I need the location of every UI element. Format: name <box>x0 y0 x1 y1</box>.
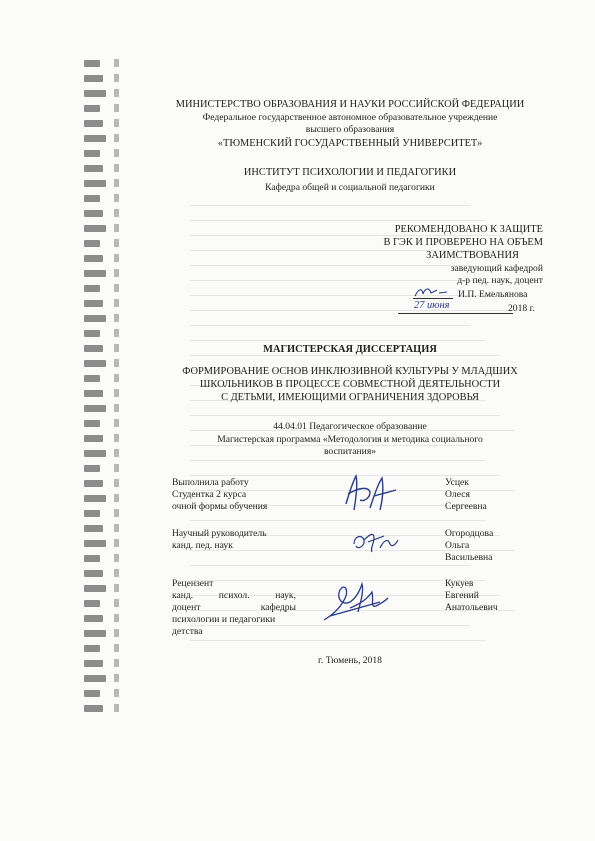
reviewer-role-1: Рецензент <box>172 578 214 589</box>
date-line <box>398 313 513 314</box>
binding-tick <box>84 330 100 337</box>
city-year: г. Тюмень, 2018 <box>318 655 382 666</box>
reviewer-degree-1: канд. <box>172 590 194 601</box>
binding-hole <box>114 104 119 112</box>
supervisor-name-2: Ольга <box>445 540 470 551</box>
bleed-line <box>190 415 500 416</box>
department-name: Кафедра общей и социальной педагогики <box>265 182 435 193</box>
binding-tick <box>84 240 100 247</box>
supervisor-signature <box>350 526 400 556</box>
bleed-line <box>190 565 470 566</box>
binding-hole <box>114 89 119 97</box>
binding-tick <box>84 540 106 547</box>
approval-line-1: РЕКОМЕНДОВАНО К ЗАЩИТЕ <box>394 224 543 235</box>
binding-tick <box>84 345 103 352</box>
approval-head-title: заведующий кафедрой <box>450 263 543 274</box>
approval-year: 2018 г. <box>508 303 535 314</box>
binding-tick <box>84 150 100 157</box>
thesis-title-line-2: ШКОЛЬНИКОВ В ПРОЦЕССЕ СОВМЕСТНОЙ ДЕЯТЕЛЬНОСТИ <box>199 379 501 390</box>
binding-tick <box>84 300 103 307</box>
binding-tick <box>84 225 106 232</box>
binding-hole <box>114 389 119 397</box>
thesis-title-line-1: ФОРМИРОВАНИЕ ОСНОВ ИНКЛЮЗИВНОЙ КУЛЬТУРЫ У МЛАДШИХ <box>182 366 518 377</box>
binding-hole <box>114 419 119 427</box>
bleed-line <box>190 295 500 296</box>
reviewer-signature <box>320 576 390 626</box>
fgaou-line-2: высшего образования <box>305 124 395 135</box>
reviewer-position <box>172 602 296 614</box>
binding-tick <box>84 705 103 712</box>
supervisor-role-1: Научный руководитель <box>172 528 267 539</box>
bleed-line <box>190 520 485 521</box>
binding-tick <box>84 525 103 532</box>
spiral-binding <box>84 60 124 720</box>
binding-hole <box>114 554 119 562</box>
ministry-line: МИНИСТЕРСТВО ОБРАЗОВАНИЯ И НАУКИ РОССИЙСКОЙ ФЕДЕРАЦИИ <box>175 99 525 110</box>
binding-tick <box>84 570 103 577</box>
student-name-2: Олеся <box>445 489 470 500</box>
bleed-line <box>190 640 485 641</box>
approval-line-2: В ГЭК И ПРОВЕРЕНО НА ОБЪЕМ <box>383 237 543 248</box>
approval-head-degree: д-р пед. наук, доцент <box>457 275 543 286</box>
binding-hole <box>114 299 119 307</box>
binding-hole <box>114 239 119 247</box>
handwritten-date: 27 июня <box>414 300 450 311</box>
binding-tick <box>84 645 100 652</box>
binding-tick <box>84 135 106 142</box>
student-signature <box>340 470 400 516</box>
binding-tick <box>84 510 100 517</box>
binding-hole <box>114 359 119 367</box>
binding-hole <box>114 224 119 232</box>
binding-hole <box>114 479 119 487</box>
binding-hole <box>114 119 119 127</box>
head-name: И.П. Емельянова <box>458 289 528 300</box>
supervisor-name-3: Васильевна <box>445 552 493 563</box>
binding-tick <box>84 210 103 217</box>
fgaou-line: Федеральное государственное автономное образовательное учреждение <box>202 112 498 123</box>
binding-tick <box>84 75 103 82</box>
binding-hole <box>114 374 119 382</box>
binding-tick <box>84 360 106 367</box>
binding-tick <box>84 390 103 397</box>
binding-tick <box>84 105 100 112</box>
binding-hole <box>114 674 119 682</box>
binding-tick <box>84 600 100 607</box>
student-role-3: очной формы обучения <box>172 501 268 512</box>
binding-hole <box>114 614 119 622</box>
supervisor-name-1: Огородцова <box>445 528 494 539</box>
reviewer-name-3: Анатольевич <box>445 602 498 613</box>
bleed-line <box>190 460 485 461</box>
binding-hole <box>114 209 119 217</box>
binding-hole <box>114 704 119 712</box>
binding-tick <box>84 555 100 562</box>
binding-tick <box>84 120 103 127</box>
binding-hole <box>114 179 119 187</box>
binding-tick <box>84 165 103 172</box>
binding-hole <box>114 269 119 277</box>
program-code: 44.04.01 Педагогическое образование <box>273 421 427 432</box>
binding-hole <box>114 404 119 412</box>
bleed-line <box>190 205 470 206</box>
binding-tick <box>84 690 100 697</box>
binding-tick <box>84 375 100 382</box>
binding-hole <box>114 449 119 457</box>
binding-tick <box>84 435 103 442</box>
bleed-line <box>190 310 515 311</box>
binding-hole <box>114 599 119 607</box>
binding-tick <box>84 675 106 682</box>
binding-hole <box>114 254 119 262</box>
reviewer-position-1: доцент <box>172 602 201 613</box>
student-role-2: Студентка 2 курса <box>172 489 247 500</box>
institute-name: ИНСТИТУТ ПСИХОЛОГИИ И ПЕДАГОГИКИ <box>243 167 457 178</box>
binding-hole <box>114 344 119 352</box>
binding-tick <box>84 270 106 277</box>
program-name-line-2: воспитания» <box>323 446 377 457</box>
supervisor-role-2: канд. пед. наук <box>172 540 233 551</box>
binding-hole <box>114 584 119 592</box>
binding-tick <box>84 615 103 622</box>
document-type: МАГИСТЕРСКАЯ ДИССЕРТАЦИЯ <box>263 344 437 355</box>
binding-tick <box>84 315 106 322</box>
binding-tick <box>84 630 106 637</box>
binding-tick <box>84 420 100 427</box>
binding-hole <box>114 134 119 142</box>
binding-hole <box>114 59 119 67</box>
reviewer-degree <box>172 590 296 602</box>
reviewer-name-1: Кукуев <box>445 578 474 589</box>
binding-hole <box>114 329 119 337</box>
reviewer-department: психологии и педагогики <box>172 614 276 625</box>
binding-hole <box>114 314 119 322</box>
reviewer-degree-3: наук, <box>275 590 296 601</box>
binding-tick <box>84 480 103 487</box>
student-role-1: Выполнила работу <box>172 477 249 488</box>
binding-hole <box>114 629 119 637</box>
binding-tick <box>84 195 100 202</box>
student-name-3: Сергеевна <box>445 501 487 512</box>
binding-hole <box>114 464 119 472</box>
binding-tick <box>84 585 106 592</box>
reviewer-position-2: кафедры <box>260 602 296 613</box>
binding-tick <box>84 90 106 97</box>
binding-hole <box>114 644 119 652</box>
reviewer-degree-2: психол. <box>218 590 250 601</box>
binding-hole <box>114 434 119 442</box>
binding-hole <box>114 509 119 517</box>
reviewer-department-2: детства <box>172 626 203 637</box>
bleed-line <box>190 220 485 221</box>
binding-hole <box>114 689 119 697</box>
binding-hole <box>114 74 119 82</box>
binding-hole <box>114 164 119 172</box>
binding-hole <box>114 194 119 202</box>
binding-hole <box>114 524 119 532</box>
binding-hole <box>114 149 119 157</box>
approval-line-3: ЗАИМСТВОВАНИЯ <box>426 250 519 261</box>
binding-tick <box>84 285 100 292</box>
bleed-line <box>190 325 470 326</box>
student-name-1: Усцек <box>445 477 469 488</box>
bleed-line <box>190 340 485 341</box>
binding-tick <box>84 495 106 502</box>
binding-tick <box>84 60 100 67</box>
binding-hole <box>114 659 119 667</box>
binding-tick <box>84 405 106 412</box>
binding-hole <box>114 284 119 292</box>
binding-tick <box>84 465 100 472</box>
thesis-title-line-3: С ДЕТЬМИ, ИМЕЮЩИМИ ОГРАНИЧЕНИЯ ЗДОРОВЬЯ <box>221 392 479 403</box>
university-name: «ТЮМЕНСКИЙ ГОСУДАРСТВЕННЫЙ УНИВЕРСИТЕТ» <box>217 138 483 149</box>
binding-hole <box>114 539 119 547</box>
binding-tick <box>84 255 103 262</box>
reviewer-name-2: Евгений <box>445 590 479 601</box>
binding-hole <box>114 494 119 502</box>
binding-tick <box>84 450 106 457</box>
binding-tick <box>84 660 103 667</box>
program-name-line-1: Магистерская программа «Методология и методика социального <box>217 434 483 445</box>
binding-hole <box>114 569 119 577</box>
binding-tick <box>84 180 106 187</box>
